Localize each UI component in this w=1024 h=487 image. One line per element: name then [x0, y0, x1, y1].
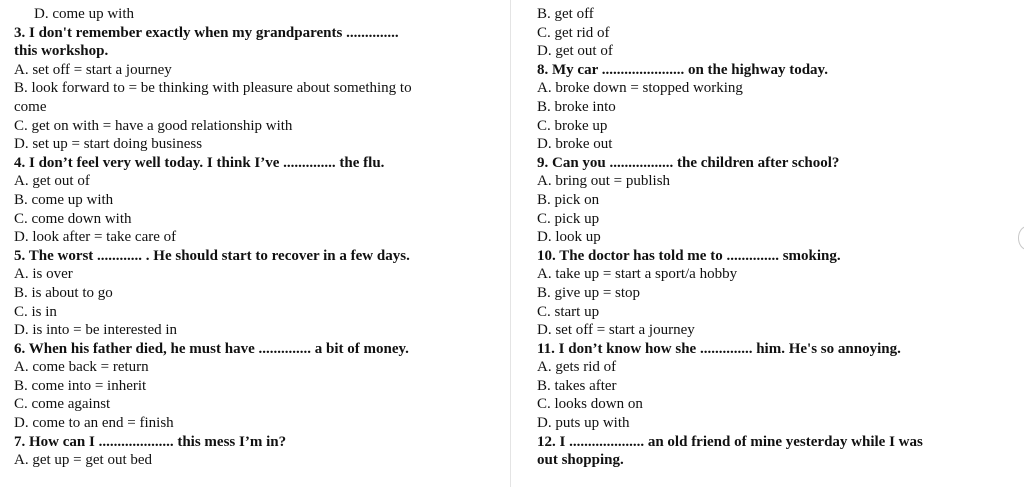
- option-line: C. come down with: [14, 210, 132, 227]
- question-line: 8. My car ...................... on the highway today.: [537, 61, 828, 78]
- question-line: 3. I don't remember exactly when my grandparents ..............: [14, 24, 399, 41]
- option-line: A. broke down = stopped working: [537, 80, 743, 97]
- question-line: 5. The worst ............ . He should start to recover in a few days.: [14, 247, 410, 264]
- option-line: B. broke into: [537, 98, 616, 115]
- option-line: B. come up with: [14, 191, 114, 208]
- option-line: D. look after = take care of: [14, 229, 177, 246]
- question-line: 4. I don’t feel very well today. I think I’ve .............. the flu.: [14, 154, 385, 171]
- option-line: C. pick up: [537, 210, 600, 227]
- option-line: B. pick on: [537, 191, 600, 208]
- question-line: 6. When his father died, he must have .............. a bit of money.: [14, 340, 409, 357]
- option-line: C. come against: [14, 396, 111, 413]
- option-line: B. takes after: [537, 377, 617, 394]
- option-line: C. start up: [537, 303, 600, 320]
- question-line: 12. I .................... an old friend of mine yesterday while I was: [537, 433, 923, 450]
- question-line: 7. How can I .................... this mess I’m in?: [14, 433, 287, 450]
- option-line: D. come up with: [34, 6, 134, 22]
- option-line: A. bring out = publish: [537, 173, 671, 190]
- option-line: D. look up: [537, 229, 601, 246]
- question-line: 11. I don’t know how she .............. him. He's so annoying.: [537, 340, 901, 357]
- question-line: out shopping.: [537, 452, 624, 469]
- option-line: D. is into = be interested in: [14, 322, 178, 339]
- option-line: B. get off: [537, 6, 594, 22]
- option-line: D. set up = start doing business: [14, 136, 203, 153]
- option-line: A. come back = return: [14, 359, 149, 376]
- option-line: D. puts up with: [537, 415, 630, 432]
- option-line: D. get out of: [537, 43, 613, 60]
- left-column: [14, 5, 509, 470]
- option-line: A. is over: [14, 266, 73, 283]
- option-line: A. take up = start a sport/a hobby: [537, 266, 738, 283]
- option-line: C. is in: [14, 303, 57, 320]
- option-line: C. get on with = have a good relationship with: [14, 117, 293, 134]
- option-line: come: [14, 98, 47, 115]
- option-line: B. give up = stop: [537, 284, 641, 301]
- option-line: A. gets rid of: [537, 359, 617, 376]
- question-line: 9. Can you ................. the children after school?: [537, 154, 840, 171]
- option-line: D. set off = start a journey: [537, 322, 695, 339]
- option-line: A. get out of: [14, 173, 90, 190]
- option-line: D. broke out: [537, 136, 613, 153]
- option-line: A. set off = start a journey: [14, 61, 172, 78]
- question-line: this workshop.: [14, 43, 109, 60]
- option-line: B. come into = inherit: [14, 377, 147, 394]
- option-line: C. get rid of: [537, 24, 610, 41]
- option-line: D. come to an end = finish: [14, 415, 174, 432]
- option-line: B. is about to go: [14, 284, 113, 301]
- column-divider: [510, 0, 511, 487]
- question-line: 10. The doctor has told me to .............. smoking.: [537, 247, 841, 264]
- option-line: C. looks down on: [537, 396, 643, 413]
- option-line: A. get up = get out bed: [14, 452, 153, 469]
- option-line: B. look forward to = be thinking with pleasure about something to: [14, 80, 412, 97]
- right-column: [537, 5, 1007, 470]
- option-line: C. broke up: [537, 117, 608, 134]
- edge-circle-icon: [1018, 226, 1024, 250]
